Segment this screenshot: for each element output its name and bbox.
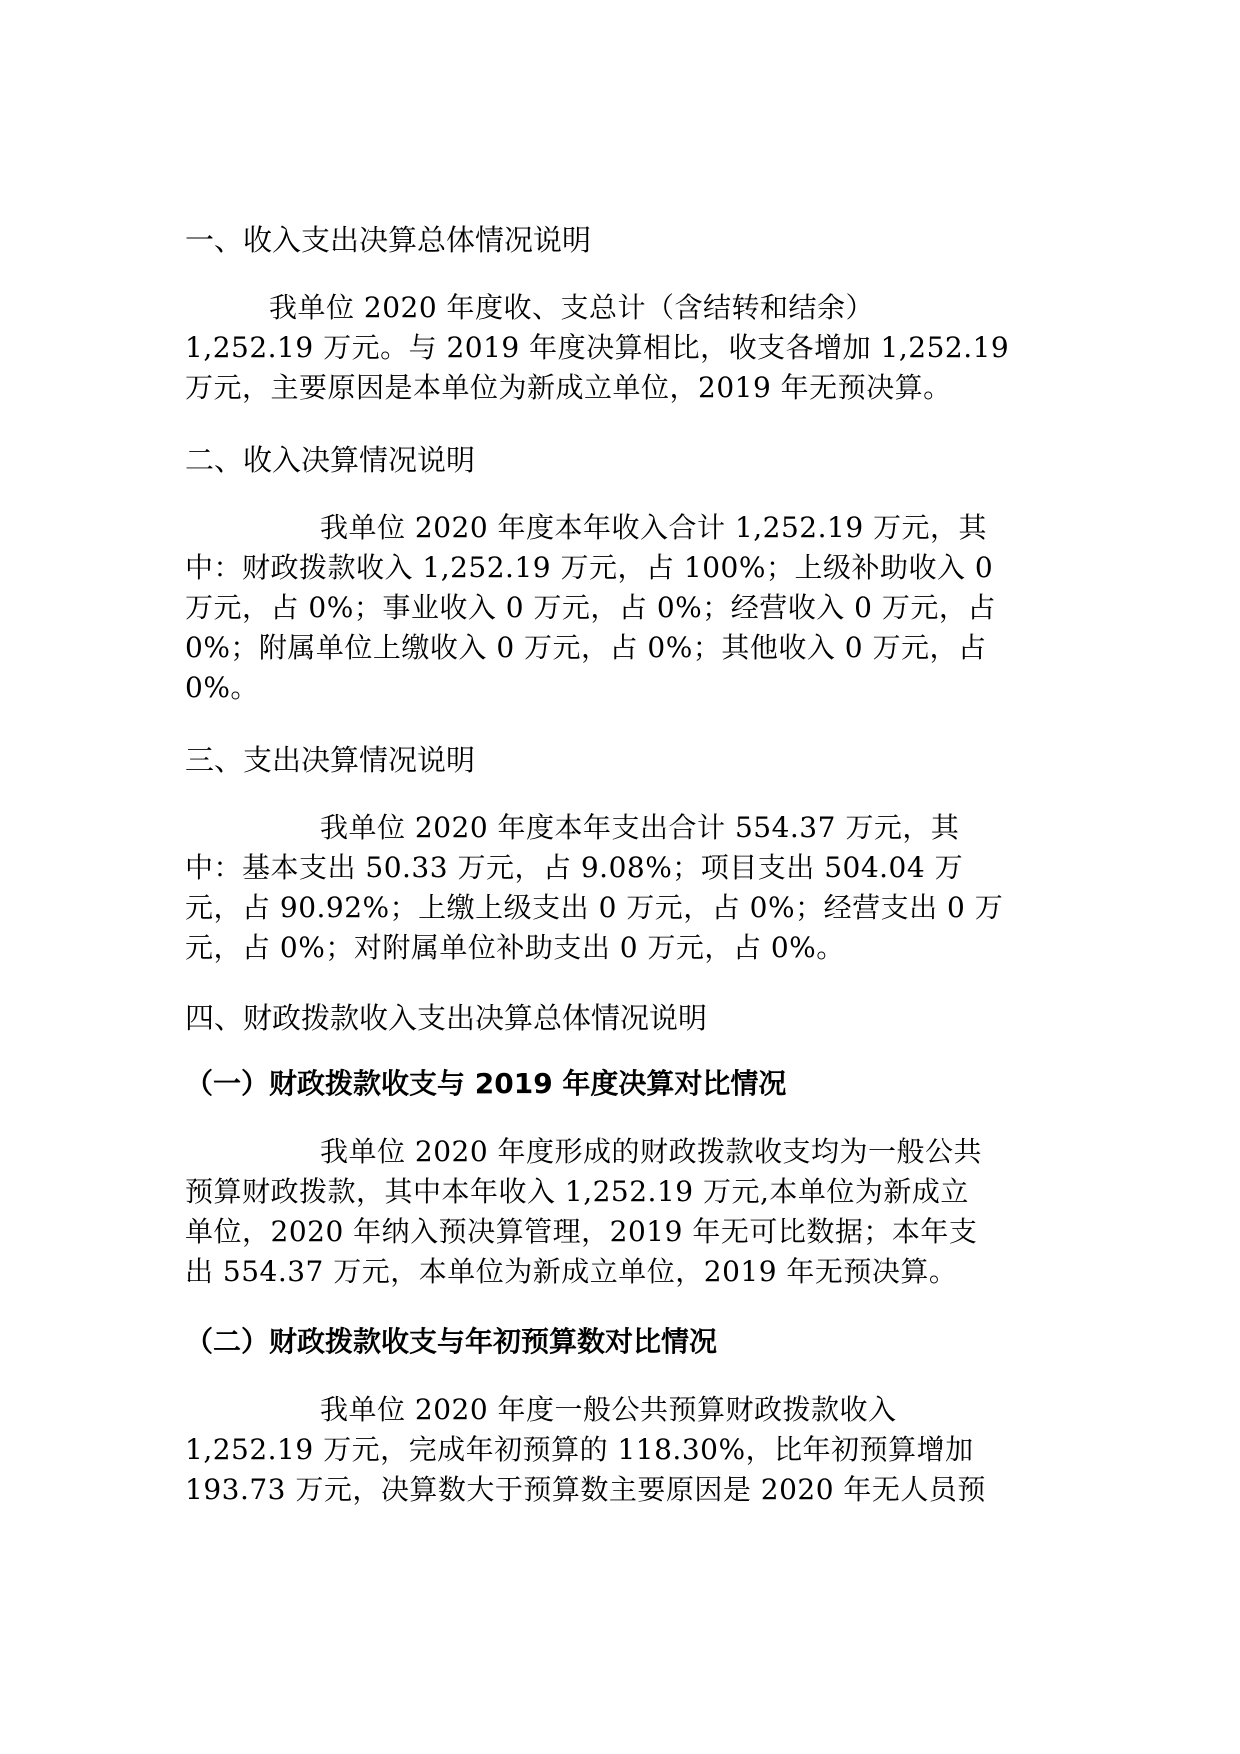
text-line: 万元，主要原因是本单位为新成立单位，2019 年无预决算。 (185, 371, 952, 404)
text-line: 万元，占 0%；事业收入 0 万元，占 0%；经营收入 0 万元，占 (185, 591, 996, 624)
section-3-heading: 三、支出决算情况说明 (185, 743, 476, 777)
text-line: 中：财政拨款收入 1,252.19 万元，占 100%；上级补助收入 0 (185, 551, 994, 584)
text-line: 元，占 0%；对附属单位补助支出 0 万元，占 0%。 (185, 931, 845, 964)
subsection-4-1-heading: （一）财政拨款收支与 2019 年度决算对比情况 (185, 1067, 787, 1100)
text-line: 预算财政拨款，其中本年收入 1,252.19 万元,本单位为新成立 (185, 1175, 969, 1208)
section-3-paragraph (185, 808, 1065, 968)
text-line: 1,252.19 万元，完成年初预算的 118.30%，比年初预算增加 (185, 1433, 974, 1466)
text-line: 1,252.19 万元。与 2019 年度决算相比，收支各增加 1,252.19 (185, 331, 1010, 364)
text-line: 193.73 万元，决算数大于预算数主要原因是 2020 年无人员预 (185, 1473, 986, 1506)
subsection-4-2-heading: （二）财政拨款收支与年初预算数对比情况 (185, 1325, 718, 1358)
section-2-paragraph (185, 508, 1065, 708)
text-line: 我单位 2020 年度本年收入合计 1,252.19 万元，其 (320, 511, 988, 544)
text-line: 出 554.37 万元，本单位为新成立单位，2019 年无预决算。 (185, 1255, 958, 1288)
text-line: 0%；附属单位上缴收入 0 万元，占 0%；其他收入 0 万元，占 (185, 631, 987, 664)
text-line: 中：基本支出 50.33 万元，占 9.08%；项目支出 504.04 万 (185, 851, 964, 884)
text-line: 我单位 2020 年度形成的财政拨款收支均为一般公共 (320, 1135, 983, 1168)
text-line: 元，占 90.92%；上缴上级支出 0 万元，占 0%；经营支出 0 万 (185, 891, 1004, 924)
subsection-4-1-paragraph (185, 1132, 1065, 1292)
text-line: 我单位 2020 年度收、支总计（含结转和结余） (269, 291, 875, 324)
section-1-paragraph (185, 288, 1065, 408)
text-line: 我单位 2020 年度本年支出合计 554.37 万元，其 (320, 811, 960, 844)
text-line: 0%。 (185, 671, 259, 704)
text-line: 我单位 2020 年度一般公共预算财政拨款收入 (320, 1393, 897, 1426)
section-2-heading: 二、收入决算情况说明 (185, 443, 476, 477)
subsection-4-2-paragraph (185, 1390, 1065, 1510)
section-4-heading: 四、财政拨款收入支出决算总体情况说明 (185, 1001, 708, 1035)
text-line: 单位，2020 年纳入预决算管理，2019 年无可比数据；本年支 (185, 1215, 978, 1248)
section-1-heading: 一、收入支出决算总体情况说明 (185, 223, 592, 257)
